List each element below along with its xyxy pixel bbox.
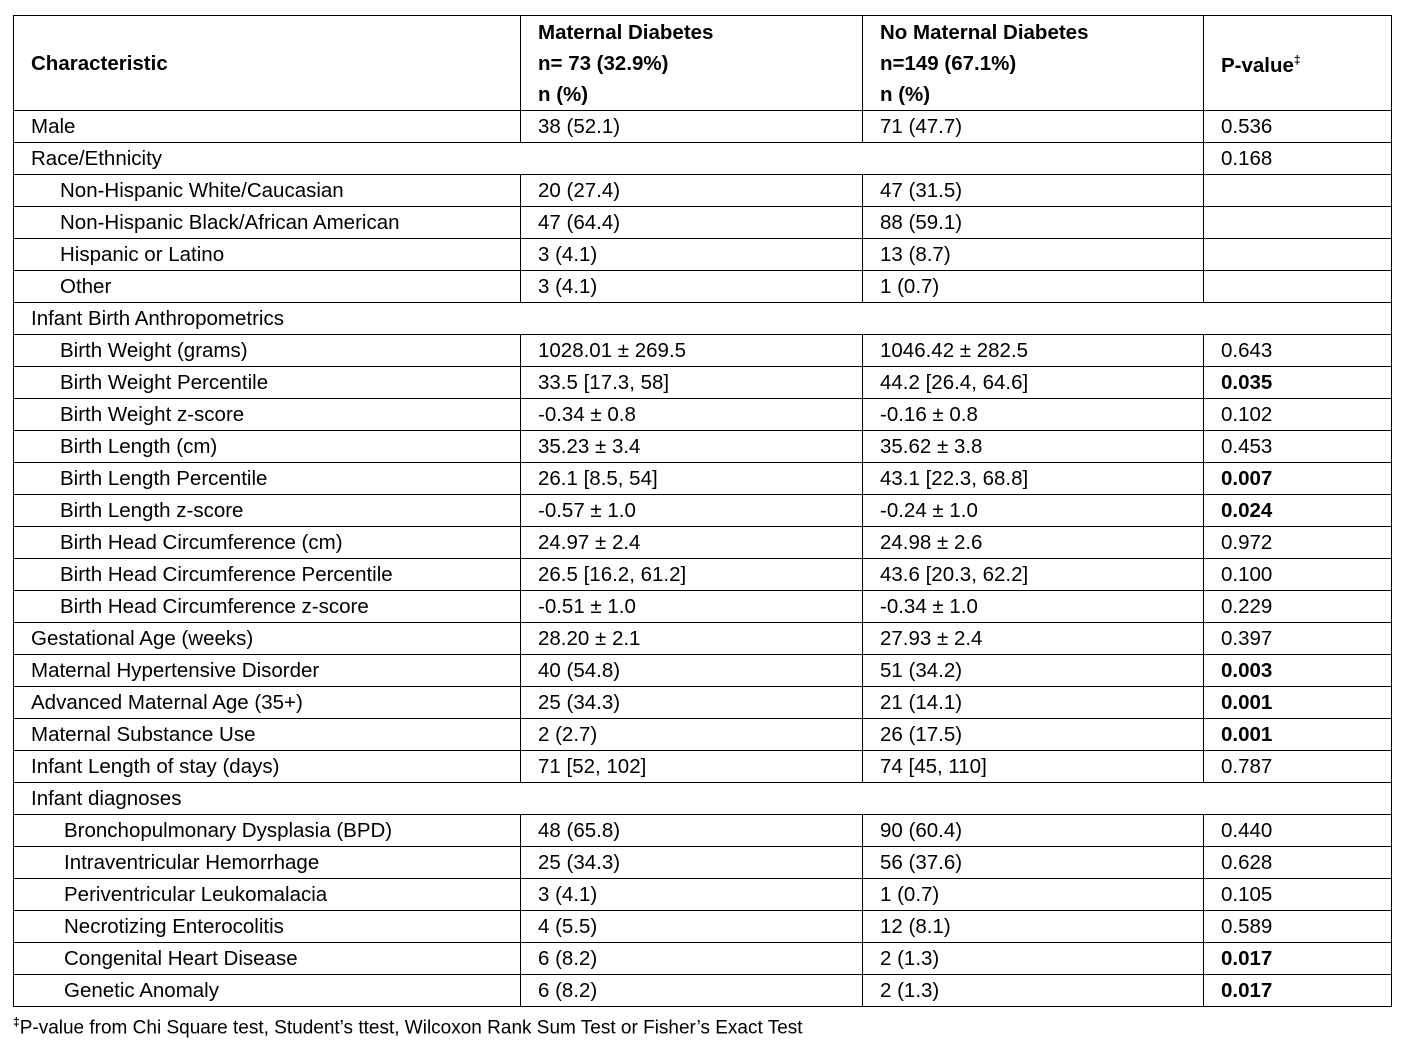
row-label: Non-Hispanic Black/African American <box>14 207 521 239</box>
table-row <box>14 463 1392 495</box>
row-label: Maternal Hypertensive Disorder <box>14 655 521 687</box>
pvalue-cell: 0.007 <box>1204 463 1392 495</box>
row-label: Genetic Anomaly <box>14 975 521 1007</box>
header-group1-line: n (%) <box>538 82 589 106</box>
pvalue-cell <box>1204 175 1392 207</box>
section-row <box>14 303 1392 335</box>
pvalue-cell <box>1204 271 1392 303</box>
row-label: Hispanic or Latino <box>14 239 521 271</box>
pvalue-cell: 0.003 <box>1204 655 1392 687</box>
no-maternal-diabetes-cell: 2 (1.3) <box>863 943 1204 975</box>
maternal-diabetes-cell: 2 (2.7) <box>521 719 863 751</box>
table-body <box>14 111 1392 1007</box>
maternal-diabetes-cell: 26.5 [16.2, 61.2] <box>521 559 863 591</box>
no-maternal-diabetes-cell: 21 (14.1) <box>863 687 1204 719</box>
no-maternal-diabetes-cell: 51 (34.2) <box>863 655 1204 687</box>
pvalue-cell: 0.589 <box>1204 911 1392 943</box>
maternal-diabetes-cell: 28.20 ± 2.1 <box>521 623 863 655</box>
pvalue-cell: 0.001 <box>1204 687 1392 719</box>
pvalue-cell: 0.536 <box>1204 111 1392 143</box>
row-label: Birth Head Circumference Percentile <box>14 559 521 591</box>
header-group2-line: n=149 (67.1%) <box>880 51 1017 75</box>
table-row <box>14 975 1392 1007</box>
table-header-row <box>14 16 1392 111</box>
table-row <box>14 367 1392 399</box>
no-maternal-diabetes-cell: 1 (0.7) <box>863 879 1204 911</box>
pvalue-cell <box>1204 239 1392 271</box>
row-label: Birth Weight z-score <box>14 399 521 431</box>
maternal-diabetes-cell: 3 (4.1) <box>521 879 863 911</box>
maternal-diabetes-cell: 71 [52, 102] <box>521 751 863 783</box>
characteristics-table <box>13 15 1392 1007</box>
maternal-diabetes-cell: 25 (34.3) <box>521 687 863 719</box>
characteristics-table-container <box>13 15 1391 1007</box>
no-maternal-diabetes-cell: -0.24 ± 1.0 <box>863 495 1204 527</box>
pvalue-cell: 0.035 <box>1204 367 1392 399</box>
maternal-diabetes-cell: 25 (34.3) <box>521 847 863 879</box>
row-label: Birth Weight Percentile <box>14 367 521 399</box>
row-label: Non-Hispanic White/Caucasian <box>14 175 521 207</box>
no-maternal-diabetes-cell: 90 (60.4) <box>863 815 1204 847</box>
table-row <box>14 815 1392 847</box>
maternal-diabetes-cell: -0.57 ± 1.0 <box>521 495 863 527</box>
table-row <box>14 207 1392 239</box>
no-maternal-diabetes-cell: 27.93 ± 2.4 <box>863 623 1204 655</box>
no-maternal-diabetes-cell: 47 (31.5) <box>863 175 1204 207</box>
pvalue-cell: 0.001 <box>1204 719 1392 751</box>
header-group2-line: No Maternal Diabetes <box>880 20 1089 44</box>
header-group1-line: Maternal Diabetes <box>538 20 714 44</box>
table-row <box>14 847 1392 879</box>
maternal-diabetes-cell: -0.34 ± 0.8 <box>521 399 863 431</box>
pvalue-cell: 0.787 <box>1204 751 1392 783</box>
row-label: Bronchopulmonary Dysplasia (BPD) <box>14 815 521 847</box>
table-row <box>14 239 1392 271</box>
table-row <box>14 655 1392 687</box>
row-label: Maternal Substance Use <box>14 719 521 751</box>
table-row <box>14 559 1392 591</box>
row-label: Congenital Heart Disease <box>14 943 521 975</box>
pvalue-cell: 0.024 <box>1204 495 1392 527</box>
pvalue-cell: 0.168 <box>1204 143 1392 175</box>
maternal-diabetes-cell: 24.97 ± 2.4 <box>521 527 863 559</box>
maternal-diabetes-cell: 3 (4.1) <box>521 239 863 271</box>
pvalue-cell: 0.643 <box>1204 335 1392 367</box>
pvalue-footnote-mark: ‡ <box>1293 53 1301 68</box>
maternal-diabetes-cell: -0.51 ± 1.0 <box>521 591 863 623</box>
row-label: Advanced Maternal Age (35+) <box>14 687 521 719</box>
pvalue-cell: 0.440 <box>1204 815 1392 847</box>
table-row <box>14 879 1392 911</box>
header-group1-line: n= 73 (32.9%) <box>538 51 669 75</box>
no-maternal-diabetes-cell: 1046.42 ± 282.5 <box>863 335 1204 367</box>
table-row <box>14 495 1392 527</box>
maternal-diabetes-cell: 6 (8.2) <box>521 975 863 1007</box>
no-maternal-diabetes-cell: 74 [45, 110] <box>863 751 1204 783</box>
maternal-diabetes-cell: 38 (52.1) <box>521 111 863 143</box>
pvalue-cell <box>1204 207 1392 239</box>
no-maternal-diabetes-cell: 35.62 ± 3.8 <box>863 431 1204 463</box>
table-row <box>14 943 1392 975</box>
pvalue-cell: 0.397 <box>1204 623 1392 655</box>
row-label: Infant Length of stay (days) <box>14 751 521 783</box>
no-maternal-diabetes-cell: 26 (17.5) <box>863 719 1204 751</box>
pvalue-cell: 0.628 <box>1204 847 1392 879</box>
pvalue-cell: 0.100 <box>1204 559 1392 591</box>
table-row <box>14 431 1392 463</box>
footnote-text: P-value from Chi Square test, Student’s ttest, Wilcoxon Rank Sum Test or Fisher’s Exact Test <box>19 1017 803 1039</box>
no-maternal-diabetes-cell: 43.1 [22.3, 68.8] <box>863 463 1204 495</box>
pvalue-cell: 0.102 <box>1204 399 1392 431</box>
maternal-diabetes-cell: 33.5 [17.3, 58] <box>521 367 863 399</box>
no-maternal-diabetes-cell: 71 (47.7) <box>863 111 1204 143</box>
no-maternal-diabetes-cell: 2 (1.3) <box>863 975 1204 1007</box>
row-label: Male <box>14 111 521 143</box>
header-maternal-diabetes <box>521 16 863 111</box>
maternal-diabetes-cell: 35.23 ± 3.4 <box>521 431 863 463</box>
no-maternal-diabetes-cell: 1 (0.7) <box>863 271 1204 303</box>
table-row <box>14 751 1392 783</box>
table-footnote <box>13 1015 803 1039</box>
no-maternal-diabetes-cell: 43.6 [20.3, 62.2] <box>863 559 1204 591</box>
row-label: Birth Length Percentile <box>14 463 521 495</box>
maternal-diabetes-cell: 47 (64.4) <box>521 207 863 239</box>
header-no-maternal-diabetes <box>863 16 1204 111</box>
section-row <box>14 143 1392 175</box>
maternal-diabetes-cell: 3 (4.1) <box>521 271 863 303</box>
maternal-diabetes-cell: 1028.01 ± 269.5 <box>521 335 863 367</box>
no-maternal-diabetes-cell: 44.2 [26.4, 64.6] <box>863 367 1204 399</box>
row-label: Necrotizing Enterocolitis <box>14 911 521 943</box>
pvalue-cell: 0.017 <box>1204 943 1392 975</box>
table-row <box>14 111 1392 143</box>
table-row <box>14 527 1392 559</box>
no-maternal-diabetes-cell: 24.98 ± 2.6 <box>863 527 1204 559</box>
table-row <box>14 271 1392 303</box>
pvalue-cell: 0.972 <box>1204 527 1392 559</box>
pvalue-cell: 0.105 <box>1204 879 1392 911</box>
table-row <box>14 911 1392 943</box>
section-row <box>14 783 1392 815</box>
table-row <box>14 399 1392 431</box>
table-row <box>14 335 1392 367</box>
maternal-diabetes-cell: 6 (8.2) <box>521 943 863 975</box>
footnote-mark: ‡ <box>13 1015 20 1029</box>
row-label: Birth Head Circumference z-score <box>14 591 521 623</box>
row-label: Periventricular Leukomalacia <box>14 879 521 911</box>
row-label: Birth Length z-score <box>14 495 521 527</box>
maternal-diabetes-cell: 20 (27.4) <box>521 175 863 207</box>
maternal-diabetes-cell: 4 (5.5) <box>521 911 863 943</box>
no-maternal-diabetes-cell: -0.16 ± 0.8 <box>863 399 1204 431</box>
row-label: Birth Weight (grams) <box>14 335 521 367</box>
pvalue-cell: 0.453 <box>1204 431 1392 463</box>
row-label: Intraventricular Hemorrhage <box>14 847 521 879</box>
row-label: Birth Length (cm) <box>14 431 521 463</box>
pvalue-cell: 0.229 <box>1204 591 1392 623</box>
table-row <box>14 591 1392 623</box>
header-characteristic: Characteristic <box>14 16 521 111</box>
no-maternal-diabetes-cell: 56 (37.6) <box>863 847 1204 879</box>
no-maternal-diabetes-cell: 13 (8.7) <box>863 239 1204 271</box>
row-label: Race/Ethnicity <box>14 143 1204 175</box>
row-label: Birth Head Circumference (cm) <box>14 527 521 559</box>
row-label: Infant diagnoses <box>14 783 1392 815</box>
header-pvalue: P-value‡ <box>1204 16 1392 111</box>
no-maternal-diabetes-cell: 88 (59.1) <box>863 207 1204 239</box>
header-group2-line: n (%) <box>880 82 931 106</box>
table-row <box>14 623 1392 655</box>
table-row <box>14 175 1392 207</box>
no-maternal-diabetes-cell: 12 (8.1) <box>863 911 1204 943</box>
table-row <box>14 719 1392 751</box>
table-row <box>14 687 1392 719</box>
row-label: Gestational Age (weeks) <box>14 623 521 655</box>
maternal-diabetes-cell: 48 (65.8) <box>521 815 863 847</box>
row-label: Other <box>14 271 521 303</box>
maternal-diabetes-cell: 26.1 [8.5, 54] <box>521 463 863 495</box>
pvalue-cell: 0.017 <box>1204 975 1392 1007</box>
no-maternal-diabetes-cell: -0.34 ± 1.0 <box>863 591 1204 623</box>
maternal-diabetes-cell: 40 (54.8) <box>521 655 863 687</box>
row-label: Infant Birth Anthropometrics <box>14 303 1392 335</box>
